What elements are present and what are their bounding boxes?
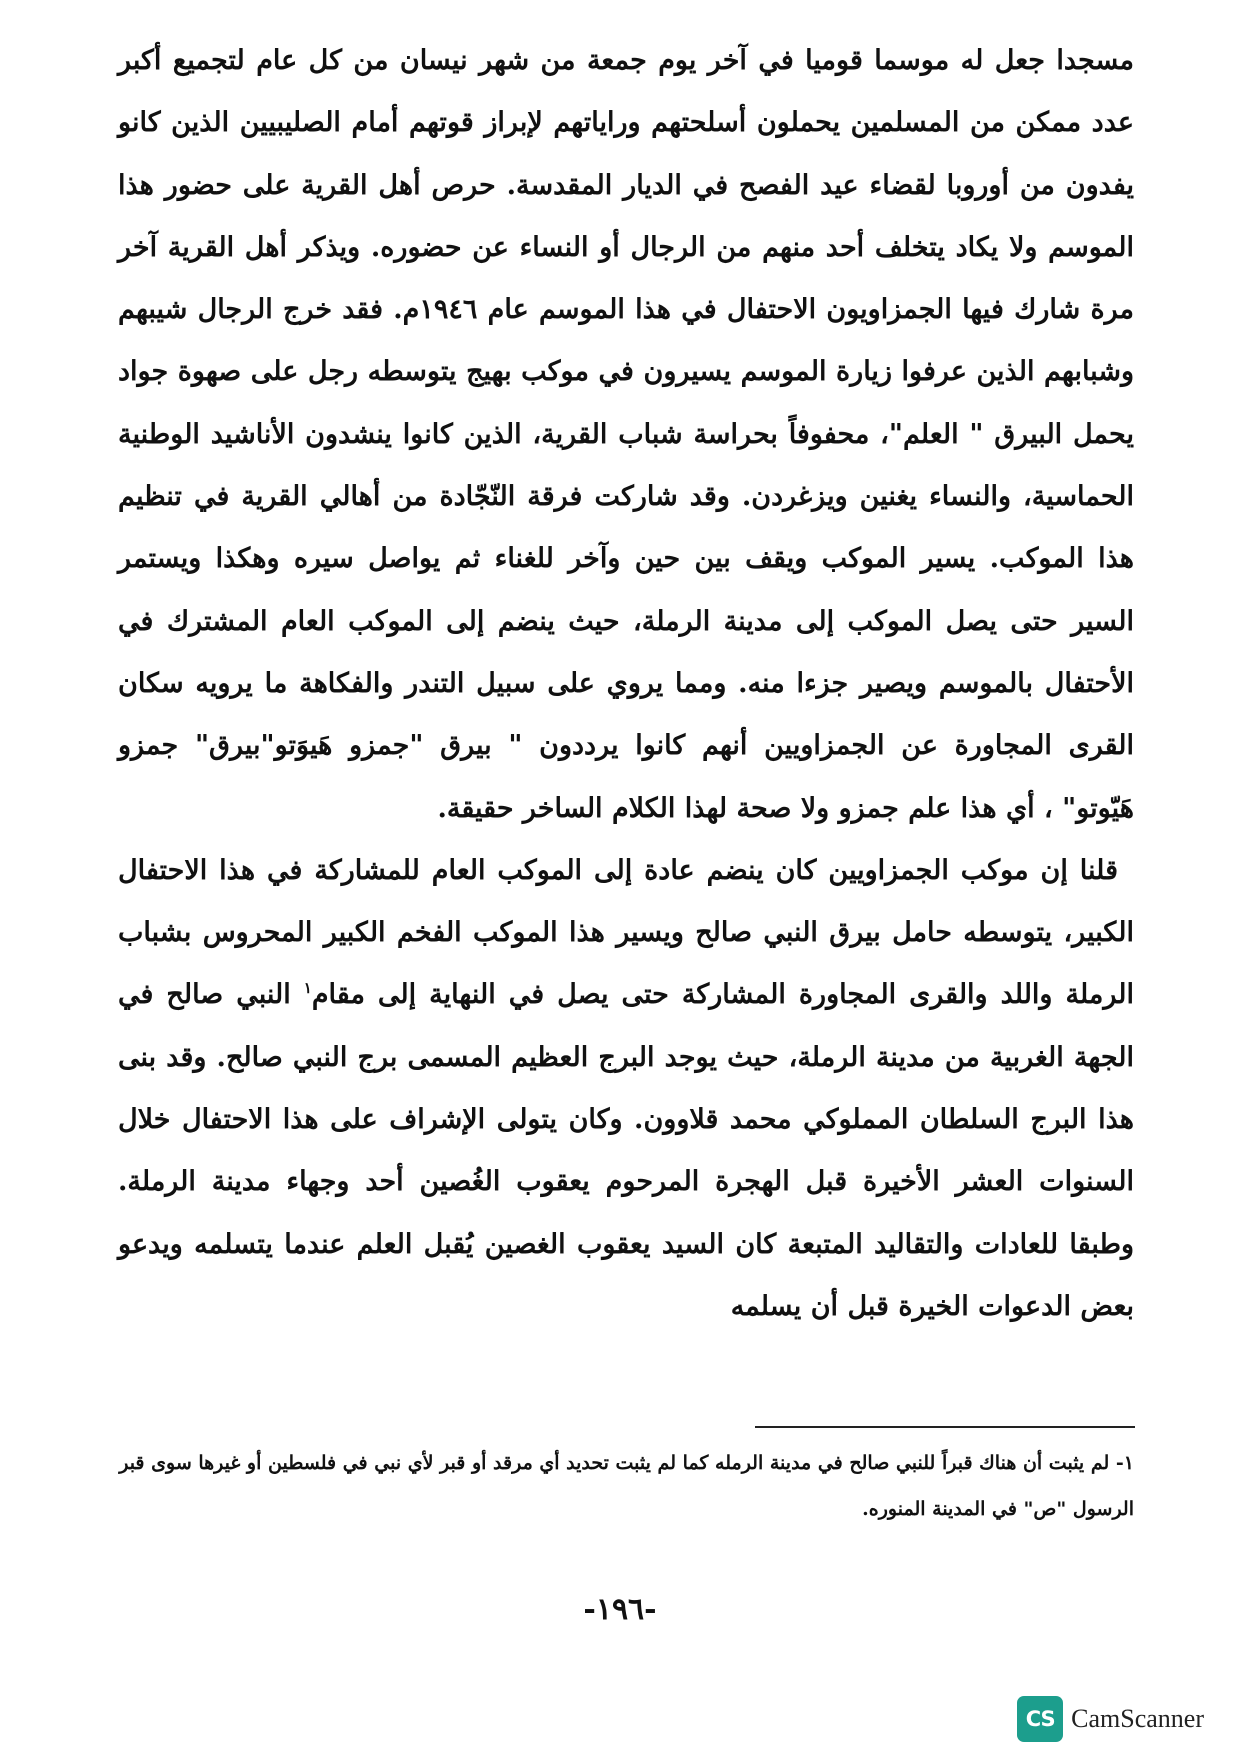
camscanner-logo-icon: CS	[1017, 1696, 1063, 1742]
camscanner-watermark	[1017, 1696, 1204, 1742]
body-text	[118, 30, 1134, 1338]
paragraph-1: مسجدا جعل له موسما قوميا في آخر يوم جمعة من شهر نيسان من كل عام لتجميع أكبر عدد ممكن من المسلمين يحملون أسلحتهم وراياتهم لإبراز قوتهم أمام الصليبيين الذين كانو يفدون من أوروبا لقضاء عيد الفصح في الديار المقدسة. حرص أهل القرية على حضور هذا الموسم ولا يكاد يتخلف أحد منهم من الرجال أو النساء عن حضوره. ويذكر أهل القرية آخر مرة شارك فيها الجمزاويون الاحتفال في هذا الموسم عام ١٩٤٦م. فقد خرج الرجال شيبهم وشبابهم الذين عرفوا زيارة الموسم يسيرون في موكب بهيج يتوسطه رجل على صهوة جواد يحمل البيرق " العلم"، محفوفاً بحراسة شباب القرية، الذين كانوا ينشدون الأناشيد الوطنية الحماسية، والنساء يغنين ويزغردن. وقد شاركت فرقة النّجّادة من أهالي القرية في تنظيم هذا الموكب. يسير الموكب ويقف بين حين وآخر للغناء ثم يواصل سيره وهكذا ويستمر السير حتى يصل الموكب إلى مدينة الرملة، حيث ينضم إلى الموكب العام المشترك في الأحتفال بالموسم ويصير جزءا منه. ومما يروي على سبيل التندر والفكاهة ما يرويه سكان القرى المجاورة عن الجمزاويين أنهم كانوا يرددون " بيرق "جمزو هَيوَتو"بيرق" جمزو هَيّوتو" ، أي هذا علم جمزو ولا صحة لهذا الكلام الساخر حقيقة.	[118, 45, 1135, 824]
paragraph-2-part-b: النبي صالح في الجهة الغربية من مدينة الرملة، حيث يوجد البرج العظيم المسمى برج النبي صالح. وقد بنى هذا البرج السلطان المملوكي محمد قلاوون. وكان يتولى الإشراف على هذا الاحتفال خلال السنوات العشر الأخيرة قبل الهجرة المرحوم يعقوب الغُصين أحد وجهاء مدينة الرملة. وطبقا للعادات والتقاليد المتبعة كان السيد يعقوب الغصين يُقبل العلم عندما يتسلمه ويدعو بعض الدعوات الخيرة قبل أن يسلمه	[118, 979, 1134, 1322]
camscanner-name: CamScanner	[1071, 1704, 1204, 1733]
footnotes	[118, 1440, 1134, 1532]
paragraph-2-part-a: قلنا إن موكب الجمزاويين كان ينضم عادة إلى الموكب العام للمشاركة في هذا الاحتفال الكبير، يتوسطه حامل بيرق النبي صالح ويسير هذا الموكب الفخم الكبير المحروس بشباب الرملة واللد والقرى المجاورة المشاركة حتى يصل في النهاية إلى مقام	[118, 854, 1134, 1011]
footnote-separator	[755, 1426, 1135, 1428]
paragraph-2	[118, 840, 1134, 1338]
footnote-1: ١- لم يثبت أن هناك قبراً للنبي صالح في مدينة الرمله كما لم يثبت تحديد أي مرقد أو قبر لأي نبي في فلسطين أو غيرها سوى قبر الرسول "ص" في المدينة المنوره.	[119, 1452, 1134, 1520]
page-number: -١٩٦-	[583, 1592, 657, 1627]
footnote-reference[interactable]: ١	[303, 979, 312, 998]
